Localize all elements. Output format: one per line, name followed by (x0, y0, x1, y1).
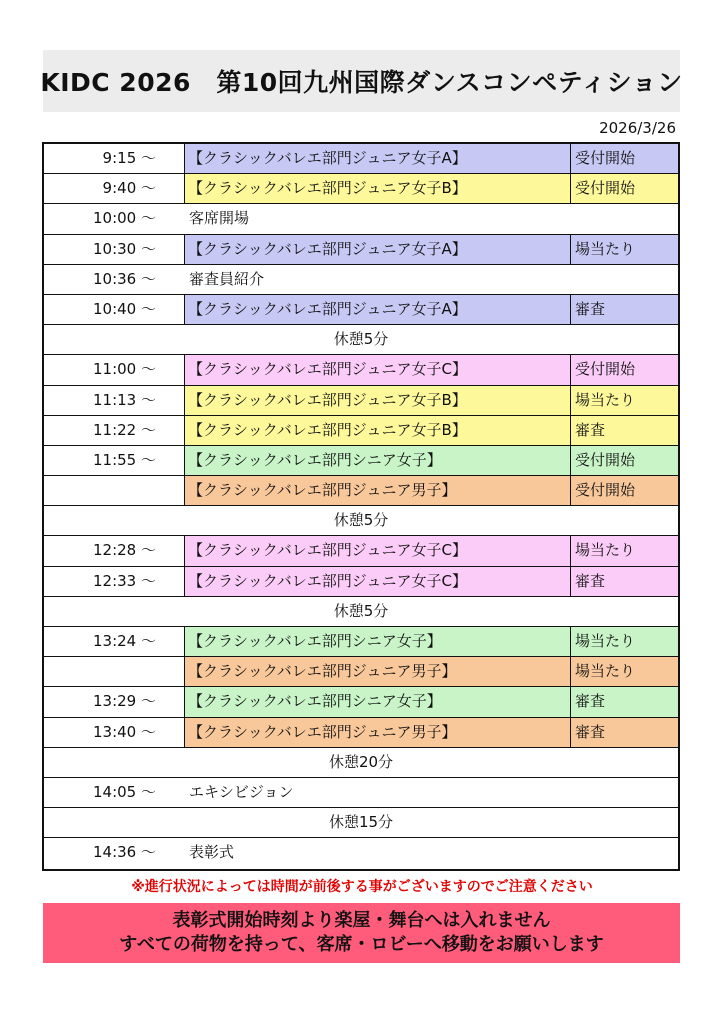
break-row (44, 748, 678, 778)
time-cell: 12:33 ～ (93, 571, 156, 590)
time-cell: 9:15 ～ (102, 149, 156, 167)
status-cell: 審査 (571, 687, 678, 716)
time-cell: 10:00 ～ (93, 209, 156, 228)
time-cell: 10:36 ～ (93, 269, 156, 288)
time-cell: 14:36 ～ (93, 843, 156, 862)
schedule-date: 2026/3/26 (599, 119, 676, 137)
time-cell: 10:40 ～ (93, 299, 156, 318)
notice-banner (43, 903, 680, 963)
notice-line-1: 表彰式開始時刻より楽屋・舞台へは入れません (172, 910, 551, 931)
schedule-row (44, 536, 678, 566)
break-label: 休憩5分 (333, 511, 389, 530)
event-cell: 客席開場 (189, 209, 250, 228)
time-cell: 11:55 ～ (93, 450, 156, 469)
status-cell: 受付開始 (571, 174, 678, 203)
time-cell: 11:22 ～ (93, 420, 156, 439)
time-cell: 11:13 ～ (93, 390, 156, 409)
caution-note: ※進行状況によっては時間が前後する事がございますのでご注意ください (131, 879, 593, 895)
break-label: 休憩20分 (328, 752, 394, 771)
category-cell: 【クラシックバレエ部門ジュニア女子B】 (184, 386, 571, 415)
category-cell: 【クラシックバレエ部門ジュニア女子C】 (184, 567, 571, 596)
schedule-row (44, 355, 678, 385)
category-cell: 【クラシックバレエ部門シニア女子】 (184, 687, 571, 716)
schedule-row (44, 235, 678, 265)
status-cell: 場当たり (571, 657, 678, 686)
break-row (44, 325, 678, 355)
event-cell: エキシビジョン (189, 782, 294, 801)
schedule-row (44, 144, 678, 174)
category-cell: 【クラシックバレエ部門ジュニア女子A】 (184, 295, 571, 324)
event-row (44, 838, 678, 868)
status-cell: 審査 (571, 416, 678, 445)
status-cell: 受付開始 (571, 476, 678, 505)
time-cell: 11:00 ～ (93, 360, 156, 379)
schedule-row (44, 386, 678, 416)
time-cell (44, 657, 184, 686)
status-cell: 場当たり (571, 386, 678, 415)
notice-line-2: すべての荷物を持って、客席・ロビーへ移動をお願いします (119, 934, 604, 955)
break-row (44, 597, 678, 627)
category-cell: 【クラシックバレエ部門ジュニア男子】 (184, 476, 571, 505)
status-cell: 審査 (571, 567, 678, 596)
category-cell: 【クラシックバレエ部門ジュニア女子C】 (184, 536, 571, 565)
break-label: 休憩5分 (333, 601, 389, 620)
break-row (44, 808, 678, 838)
status-cell: 場当たり (571, 536, 678, 565)
break-label: 休憩15分 (328, 813, 394, 832)
status-cell: 審査 (571, 718, 678, 747)
schedule-row (44, 174, 678, 204)
time-cell: 13:24 ～ (93, 632, 156, 650)
category-cell: 【クラシックバレエ部門ジュニア男子】 (184, 657, 571, 686)
event-row (44, 265, 678, 295)
event-cell: 表彰式 (189, 843, 235, 862)
time-cell: 12:28 ～ (93, 541, 156, 560)
event-row (44, 778, 678, 808)
schedule-row (44, 718, 678, 748)
break-row (44, 506, 678, 536)
status-cell: 場当たり (571, 627, 678, 656)
page-title: KIDC 2026 第10回九州国際ダンスコンペティション (40, 68, 683, 97)
schedule-row (44, 476, 678, 506)
time-cell: 9:40 ～ (102, 179, 156, 198)
category-cell: 【クラシックバレエ部門シニア女子】 (184, 627, 571, 656)
schedule-row (44, 567, 678, 597)
time-cell (44, 476, 184, 505)
category-cell: 【クラシックバレエ部門ジュニア女子A】 (184, 144, 571, 173)
schedule-row (44, 687, 678, 717)
schedule-row (44, 295, 678, 325)
category-cell: 【クラシックバレエ部門シニア女子】 (184, 446, 571, 475)
status-cell: 場当たり (571, 235, 678, 264)
schedule-row (44, 446, 678, 476)
break-label: 休憩5分 (333, 330, 389, 349)
time-cell: 14:05 ～ (93, 782, 156, 801)
title-box (40, 50, 683, 112)
schedule-row (44, 416, 678, 446)
event-cell: 審査員紹介 (189, 269, 265, 288)
status-cell: 審査 (571, 295, 678, 324)
time-cell: 13:29 ～ (93, 692, 156, 711)
status-cell: 受付開始 (571, 446, 678, 475)
status-cell: 受付開始 (571, 355, 678, 384)
status-cell: 受付開始 (571, 144, 678, 173)
category-cell: 【クラシックバレエ部門ジュニア女子B】 (184, 416, 571, 445)
time-cell: 10:30 ～ (93, 239, 156, 258)
event-row (44, 204, 678, 234)
category-cell: 【クラシックバレエ部門ジュニア女子A】 (184, 235, 571, 264)
schedule-row (44, 657, 678, 687)
schedule-row (44, 627, 678, 657)
time-cell: 13:40 ～ (93, 722, 156, 741)
schedule-table (42, 142, 680, 871)
category-cell: 【クラシックバレエ部門ジュニア男子】 (184, 718, 571, 747)
category-cell: 【クラシックバレエ部門ジュニア女子C】 (184, 355, 571, 384)
category-cell: 【クラシックバレエ部門ジュニア女子B】 (184, 174, 571, 203)
